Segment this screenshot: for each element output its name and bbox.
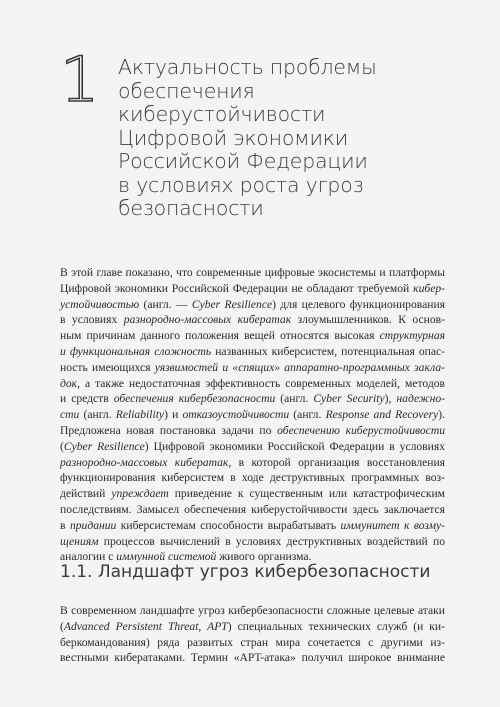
text-line: последствиям. Замысел обеспечения киберустойчивости здесь заключается <box>60 502 445 516</box>
text-line: ность имеющихся уязвимостей и «спящих» аппаратно-программных закла- <box>60 360 445 374</box>
text-line: Цифровой экономики Российской Федерации не обладают требуемой кибер- <box>60 281 445 295</box>
chapter-title-line: безопасности <box>118 196 264 220</box>
text-line: (Cyber Resilience) Цифровой экономики Российской Федерации в условиях <box>60 439 445 453</box>
text-line: аналогии с иммунной системой живого организма. <box>60 550 312 564</box>
chapter-number: 1 <box>60 43 100 116</box>
text-line: В современном ландшафте угроз кибербезопасности сложные целевые атаки <box>60 604 445 617</box>
text-line: (Advanced Persistent Threat, APT) специальных технических служб (и ки- <box>60 619 445 633</box>
text-line: функционирования киберсистем в ходе деструктивных программных воз- <box>60 471 445 485</box>
chapter-intro-paragraph <box>60 265 445 565</box>
text-line: устойчивостью (англ. — Cyber Resilience) для целевого функционирования <box>60 297 445 311</box>
chapter-title-line: обеспечения <box>118 78 255 103</box>
text-line: сти (англ. Reliability) и отказоустойчивости (англ. Response and Recovery). <box>60 408 445 422</box>
chapter-title-line: Цифровой экономики <box>118 125 349 150</box>
text-line: в придании киберсистемам способности вырабатывать иммунитет к возму- <box>60 518 445 532</box>
chapter-title-line: киберустойчивости <box>118 102 326 126</box>
chapter-title <box>118 56 458 221</box>
text-line: В этой главе показано, что современные цифровые экосистемы и платформы <box>60 266 445 279</box>
text-line: беркомандования) ряда развитых стран мира сочетается с другими из- <box>60 635 445 649</box>
text-line: щениям процессов вычислений в условиях деструктивных воздействий по <box>60 534 445 548</box>
section-paragraph <box>60 603 445 666</box>
text-line: док, а также недостаточная эффективность современных моделей, методов <box>60 376 445 390</box>
text-line: и функциональная сложность названных киберсистем, потенциальная опас- <box>60 344 445 358</box>
text-line: ным причинам данного положения вещей относятся высокая структурная <box>60 329 445 343</box>
section-heading: 1.1. Ландшафт угроз кибербезопасности <box>60 562 431 582</box>
chapter-title-line: в условиях роста угроз <box>118 172 364 197</box>
chapter-title-line: Актуальность проблемы <box>118 55 377 79</box>
text-line: действий упреждает приведение к существенным или катастрофическим <box>60 487 445 501</box>
chapter-title-line: Российской Федерации <box>118 149 368 173</box>
text-line: вестными кибератаками. Термин «APT-атака» получил широкое внимание <box>60 651 445 665</box>
text-line: Предложена новая постановка задачи по обеспечению киберустойчивости <box>60 423 445 437</box>
text-line: разнородно-массовых кибератак, в которой организация восстановления <box>60 455 445 469</box>
text-line: в условиях разнородно-массовых кибератак злоумышленников. К основ- <box>60 313 445 327</box>
text-line: и средств обеспечения кибербезопасности (англ. Cyber Security), надежно- <box>60 392 445 406</box>
